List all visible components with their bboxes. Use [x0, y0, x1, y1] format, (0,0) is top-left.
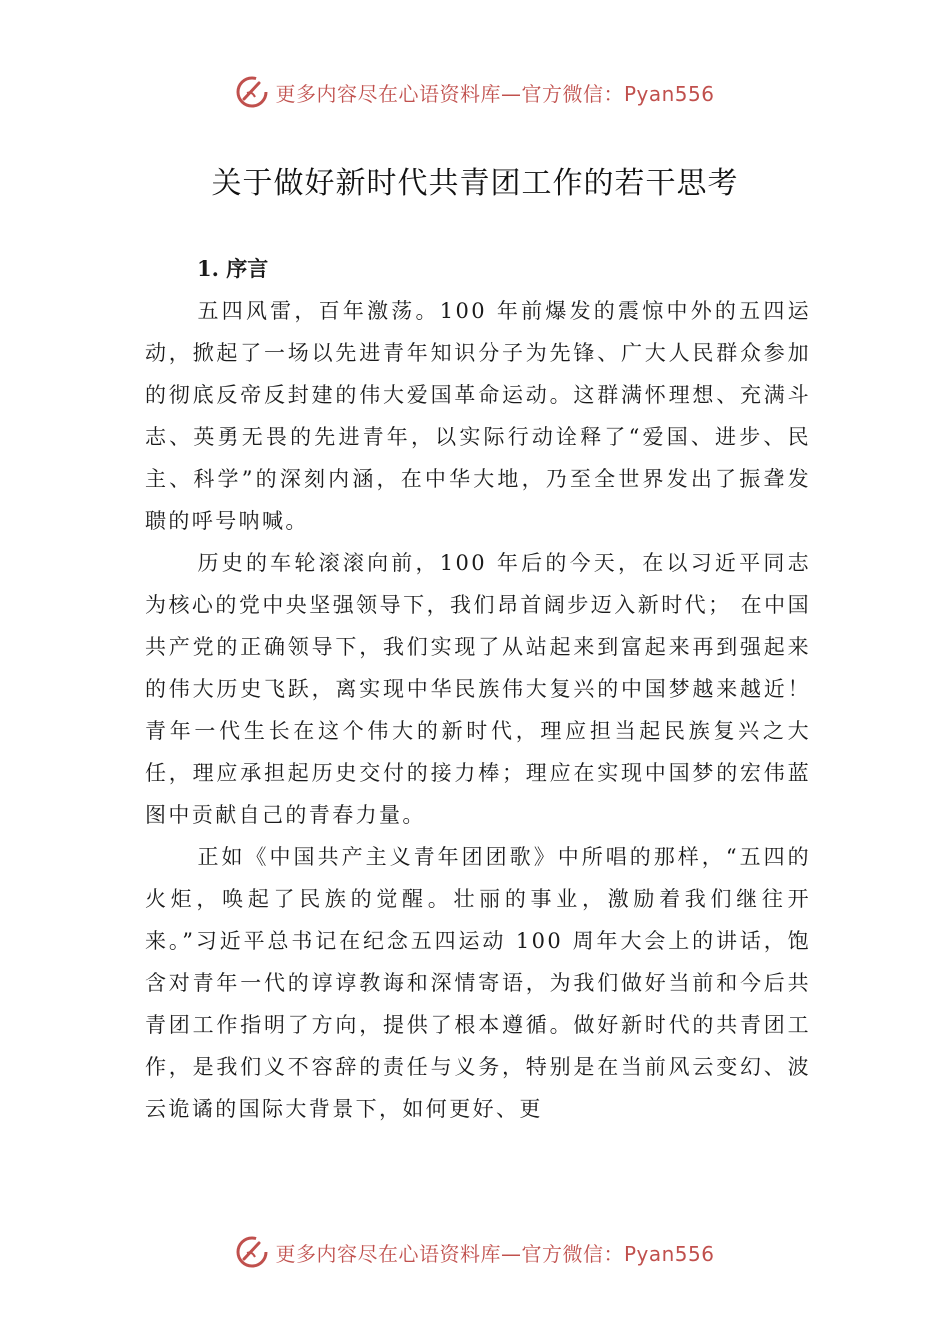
paragraph: 历史的车轮滚滚向前，100 年后的今天，在以习近平同志为核心的党中央坚强领导下，我们昂首阔步迈入新时代； 在中国共产党的正确领导下，我们实现了从站起来到富起来再到强起来的伟大历史飞跃，离实现中华民族伟大复兴的中国梦越来越近！青年一代生长在这个伟大的新时代，理应担当起民族复兴之大任，理应承担起历史交付的接力棒；理应在实现中国梦的宏伟蓝图中贡献自己的青春力量。	[145, 551, 811, 827]
section-heading: 1. 序言	[197, 256, 269, 281]
footer-watermark	[0, 1232, 950, 1272]
watermark-text: 更多内容尽在心语资料库—官方微信：Pyan556	[275, 1241, 715, 1266]
paragraph: 五四风雷，百年激荡。100 年前爆发的震惊中外的五四运动，掀起了一场以先进青年知识分子为先锋、广大人民群众参加的彻底反帝反封建的伟大爱国革命运动。这群满怀理想、充满斗志、英勇无畏的先进青年，以实际行动诠释了“爱国、进步、民主、科学”的深刻内涵，在中华大地，乃至全世界发出了振聋发聩的呼号呐喊。	[145, 299, 811, 533]
document-title: 关于做好新时代共青团工作的若干思考	[211, 166, 739, 201]
paragraph: 正如《中国共产主义青年团团歌》中所唱的那样，“五四的火炬，唤起了民族的觉醒。壮丽的事业，激励着我们继往开来。”习近平总书记在纪念五四运动 100 周年大会上的讲话，饱含对青年一代的谆谆教诲和深情寄语，为我们做好当前和今后共青团工作指明了方向，提供了根本遵循。做好新时代的共青团工作，是我们义不容辞的责任与义务，特别是在当前风云变幻、波云诡谲的国际大背景下，如何更好、更	[145, 845, 811, 1121]
header-watermark	[0, 72, 950, 112]
brush-seal-icon	[235, 75, 269, 109]
brush-seal-icon	[235, 1235, 269, 1269]
document-body	[145, 248, 811, 1130]
watermark-text: 更多内容尽在心语资料库—官方微信：Pyan556	[275, 81, 715, 106]
